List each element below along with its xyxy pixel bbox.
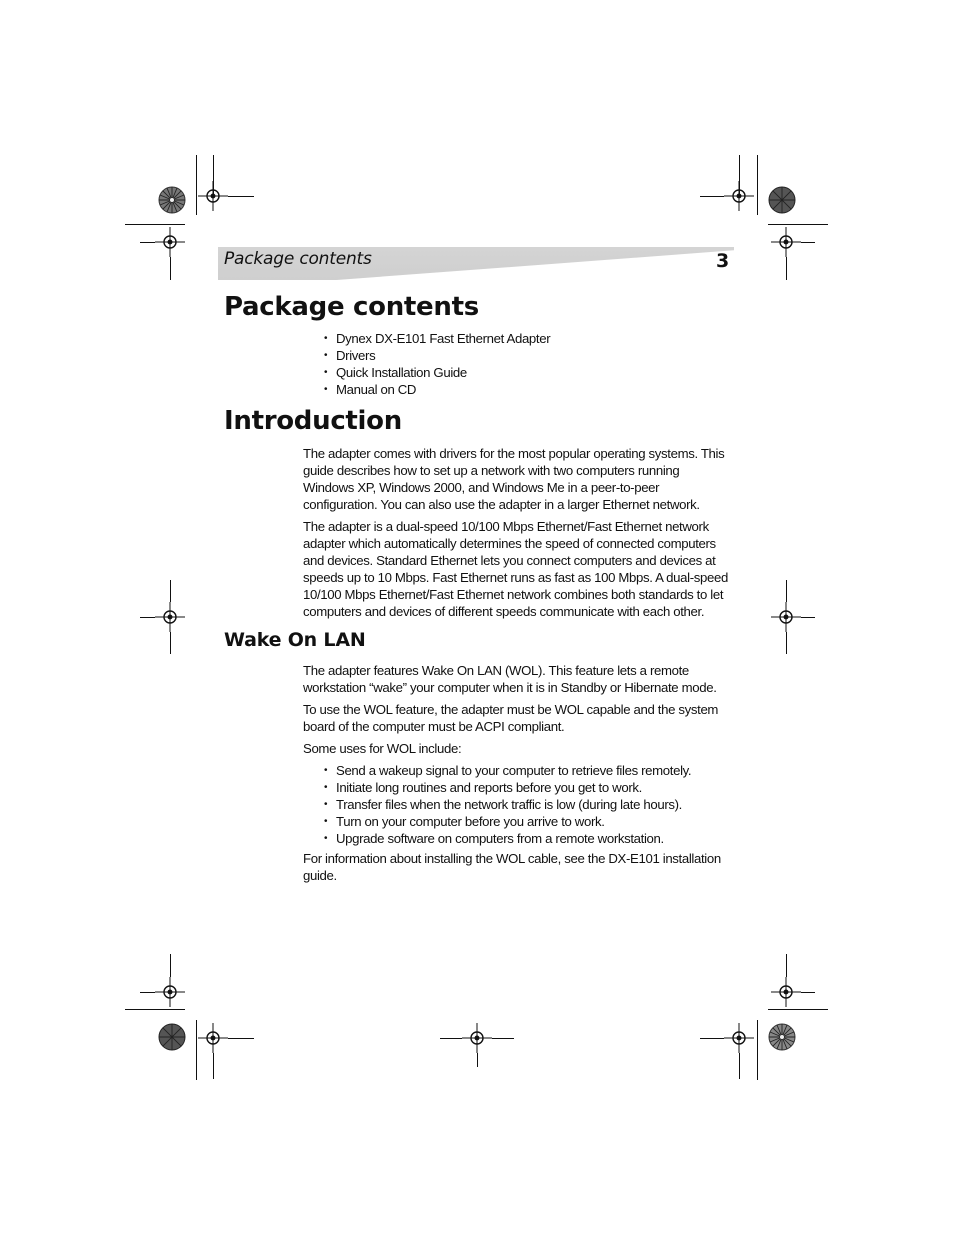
registration-crosshair-icon bbox=[724, 1023, 754, 1053]
wake-on-lan-heading: Wake On LAN bbox=[224, 629, 366, 651]
list-item: • Send a wakeup signal to your computer to retrieve files remotely. bbox=[324, 762, 733, 779]
crop-mark bbox=[196, 155, 197, 215]
list-item: • Upgrade software on computers from a remote workstation. bbox=[324, 830, 733, 847]
registration-crosshair-icon bbox=[155, 602, 185, 632]
page-number: 3 bbox=[716, 250, 730, 272]
crop-mark bbox=[125, 1009, 185, 1010]
package-contents-heading: Package contents bbox=[224, 292, 479, 322]
registration-crosshair-icon bbox=[155, 977, 185, 1007]
introduction-paragraph: The adapter comes with drivers for the most popular operating systems. This guide describes how to set up a network with two computers running Windows XP, Windows 2000, and Windows Me in a peer-to-peer configuration. You can also use the adapter in a larger Ethernet network. bbox=[303, 446, 725, 512]
crop-mark bbox=[125, 224, 185, 225]
list-item: • Quick Installation Guide bbox=[324, 364, 754, 381]
wol-paragraph: To use the WOL feature, the adapter must be WOL capable and the system board of the computer must be ACPI compliant. bbox=[303, 702, 719, 734]
wol-paragraph: Some uses for WOL include: bbox=[303, 741, 462, 756]
crop-mark bbox=[757, 1020, 758, 1080]
registration-crosshair-icon bbox=[198, 1023, 228, 1053]
crop-mark bbox=[768, 224, 828, 225]
list-item: • Manual on CD bbox=[324, 381, 754, 398]
list-item: • Turn on your computer before you arrive to work. bbox=[324, 813, 733, 830]
list-item: • Initiate long routines and reports before you get to work. bbox=[324, 779, 733, 796]
introduction-paragraph: The adapter is a dual-speed 10/100 Mbps Ethernet/Fast Ethernet network adapter which automatically determines the speed of connected computers and devices. Standard Ethernet lets you connect computers and devices at speeds up to 10 Mbps. Fast Ethernet runs as fast as 100 Mbps. A dual-speed 10/100 Mbps Ethernet/Fast Ethernet network combines both standards to let computers and devices of different speeds communicate with each other. bbox=[303, 519, 728, 619]
crop-mark bbox=[196, 1020, 197, 1080]
registration-crosshair-icon bbox=[771, 602, 801, 632]
registration-crosshair-icon bbox=[771, 227, 801, 257]
list-item: • Transfer files when the network traffic is low (during late hours). bbox=[324, 796, 733, 813]
list-item: • Dynex DX-E101 Fast Ethernet Adapter bbox=[324, 330, 754, 347]
crop-mark bbox=[757, 155, 758, 215]
registration-crosshair-icon bbox=[155, 227, 185, 257]
wol-closing-paragraph: For information about installing the WOL cable, see the DX-E101 installation guide. bbox=[303, 851, 721, 883]
registration-crosshair-icon bbox=[771, 977, 801, 1007]
crop-mark bbox=[768, 1009, 828, 1010]
starburst-target-icon bbox=[768, 186, 796, 214]
wol-uses-list bbox=[324, 762, 733, 847]
starburst-target-icon bbox=[158, 1023, 186, 1051]
list-item: • Drivers bbox=[324, 347, 754, 364]
starburst-target-icon bbox=[768, 1023, 796, 1051]
starburst-target-icon bbox=[158, 186, 186, 214]
wol-paragraph: The adapter features Wake On LAN (WOL). This feature lets a remote workstation “wake” your computer when it is in Standby or Hibernate mode. bbox=[303, 663, 717, 695]
introduction-body bbox=[303, 445, 733, 625]
registration-crosshair-icon bbox=[462, 1023, 492, 1053]
wake-on-lan-body bbox=[303, 662, 733, 889]
running-header-title: Package contents bbox=[224, 249, 372, 269]
introduction-heading: Introduction bbox=[224, 406, 402, 436]
package-contents-list bbox=[324, 330, 754, 398]
